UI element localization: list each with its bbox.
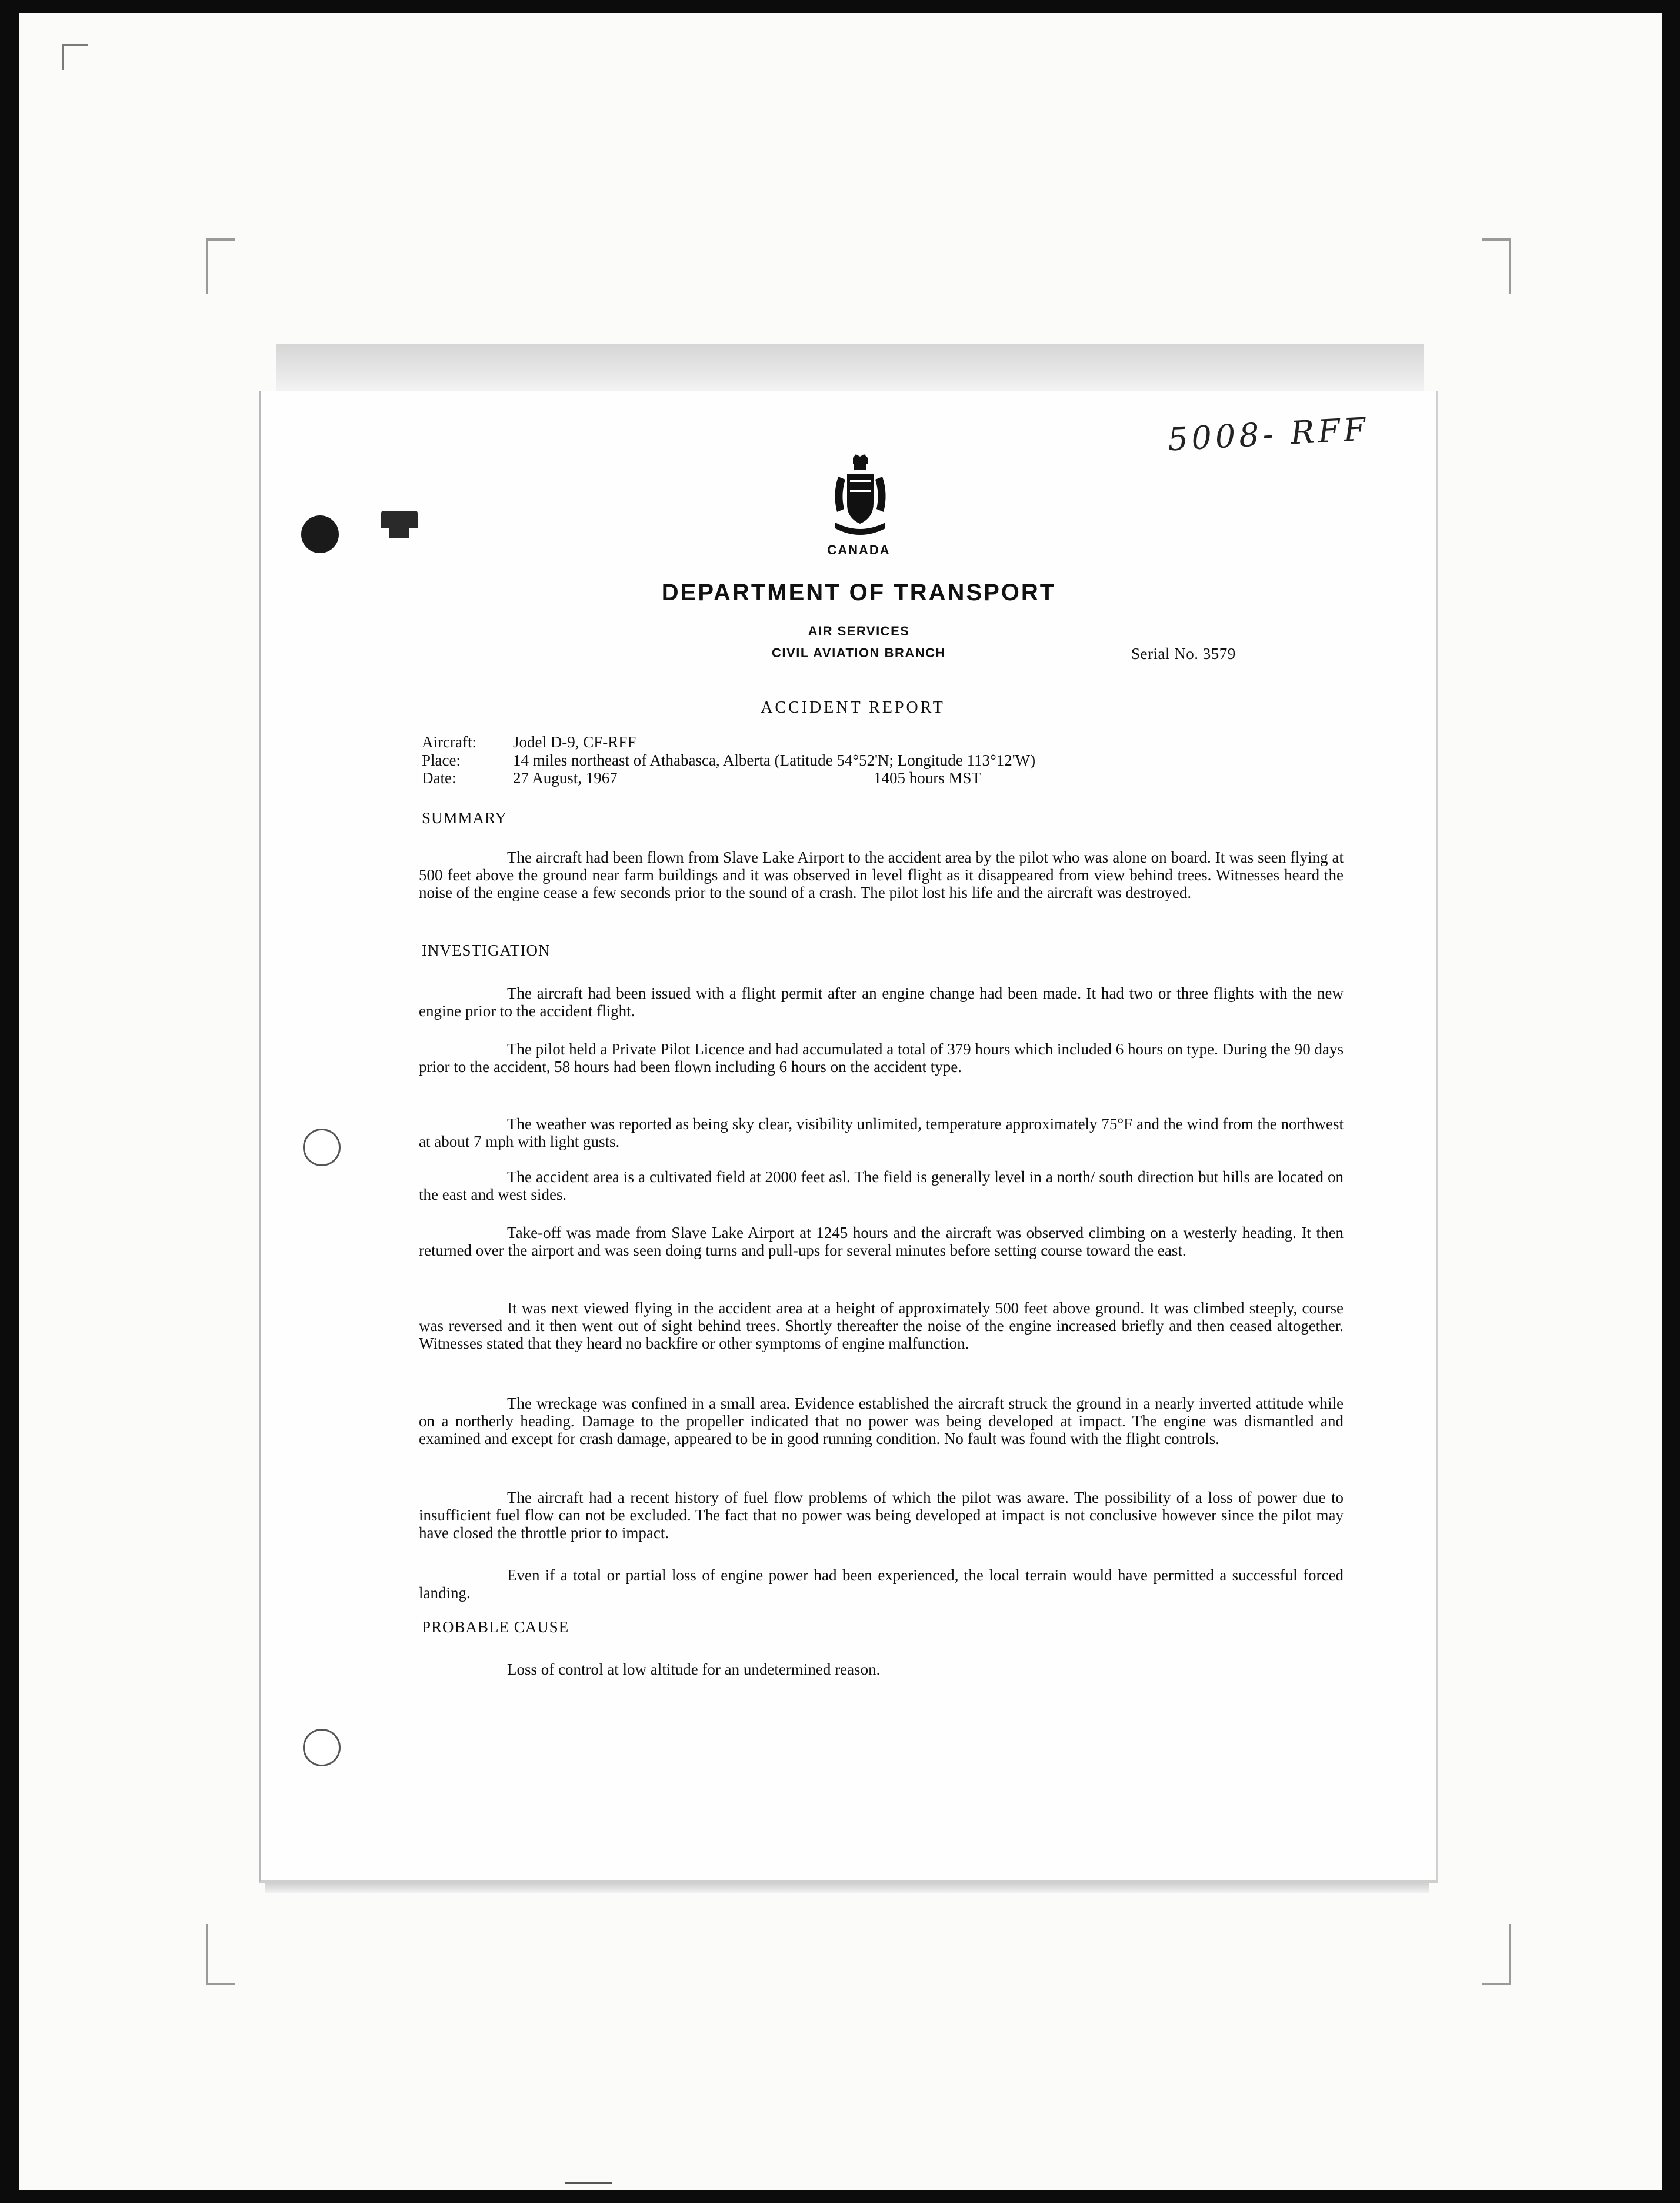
date-value: 27 August, 1967 (513, 769, 618, 787)
document-back-shadow (276, 344, 1424, 397)
serial-number: Serial No. 3579 (1131, 645, 1236, 663)
corner-mark-top-right (1482, 238, 1511, 294)
section-heading-investigation: INVESTIGATION (422, 941, 551, 959)
punch-hole-top (301, 515, 339, 553)
date-label: Date: (422, 769, 456, 787)
place-value: 14 miles northeast of Athabasca, Alberta (Latitude 54°52'N; Longitude 113°12'W) (513, 751, 1036, 769)
section-heading-probable-cause: PROBABLE CAUSE (422, 1618, 569, 1636)
document-bottom-shadow (265, 1883, 1429, 1893)
punch-hole-middle (303, 1129, 341, 1166)
aircraft-label: Aircraft: (422, 733, 476, 751)
country-label: CANADA (827, 543, 891, 557)
handwritten-reference: 5008- RFF (1166, 410, 1370, 458)
time-value: 1405 hours MST (874, 769, 982, 787)
investigation-paragraph-2: The pilot held a Private Pilot Licence and had accumulated a total of 379 hours which included 6 hours on type. During the 90 days prior to the accident, 58 hours had been flown including 6 hours on the accident type. (419, 1040, 1344, 1076)
probable-cause-paragraph: Loss of control at low altitude for an undetermined reason. (507, 1660, 881, 1678)
punch-hole-bottom (303, 1729, 341, 1766)
report-title: ACCIDENT REPORT (761, 698, 945, 717)
meta-date (422, 769, 618, 787)
investigation-paragraph-1: The aircraft had been issued with a flight permit after an engine change had been made. It had two or three flights with the new engine prior to the accident flight. (419, 984, 1344, 1020)
aircraft-value: Jodel D-9, CF-RFF (513, 733, 636, 751)
coat-of-arms-icon (826, 453, 894, 541)
summary-paragraph: The aircraft had been flown from Slave Lake Airport to the accident area by the pilot who was alone on board. It was seen flying at 500 feet above the ground near farm buildings and it was observed in level flight as it disappeared from view behind trees. Witnesses heard the noise of the engine cease a few seconds prior to the sound of a crash. The pilot lost his life and the aircraft was destroyed. (419, 848, 1344, 901)
meta-place (422, 751, 1035, 770)
meta-aircraft (422, 733, 636, 751)
investigation-paragraph-4: The accident area is a cultivated field at 2000 feet asl. The field is generally level in a north/ south direction but hills are located on the east and west sides. (419, 1168, 1344, 1203)
investigation-paragraph-5: Take-off was made from Slave Lake Airport at 1245 hours and the aircraft was observed climbing on a westerly heading. It then returned over the airport and was seen doing turns and pull-ups for several minutes before setting course toward the east. (419, 1224, 1344, 1259)
branch-label: CIVIL AVIATION BRANCH (772, 645, 946, 660)
department-title: DEPARTMENT OF TRANSPORT (661, 580, 1056, 605)
investigation-paragraph-7: The wreckage was confined in a small area. Evidence established the aircraft struck the ground in a nearly inverted attitude while on a northerly heading. Damage to the propeller indicated that no power was being developed at impact. The engine was dismantled and examined and except for crash damage, appeared to be in good running condition. No fault was found with the flight controls. (419, 1395, 1344, 1447)
corner-mark-top-left (206, 238, 235, 294)
binder-clip (381, 511, 418, 528)
place-label: Place: (422, 751, 461, 769)
investigation-paragraph-3: The weather was reported as being sky clear, visibility unlimited, temperature approximately 75°F and the wind from the northwest at about 7 mph with light gusts. (419, 1115, 1344, 1150)
investigation-paragraph-6: It was next viewed flying in the accident area at a height of approximately 500 feet above ground. It was climbed steeply, course was reversed and it then went out of sight behind trees. Shortly thereafter the noise of the engine increased briefly and then ceased altogether. Witnesses stated that they heard no backfire or other symptoms of engine malfunction. (419, 1299, 1344, 1352)
corner-mark-outer (62, 44, 88, 70)
division-label: AIR SERVICES (808, 624, 910, 638)
scan-edge-mark (565, 2182, 612, 2184)
investigation-paragraph-8: The aircraft had a recent history of fuel flow problems of which the pilot was aware. The possibility of a loss of power due to insufficient fuel flow can not be excluded. The fact that no power was being developed at impact is not conclusive however since the pilot may have closed the throttle prior to impact. (419, 1489, 1344, 1542)
section-heading-summary: SUMMARY (422, 809, 508, 827)
corner-mark-bottom-left (206, 1924, 235, 1985)
investigation-paragraph-9: Even if a total or partial loss of engine power had been experienced, the local terrain would have permitted a successful forced landing. (419, 1566, 1344, 1602)
corner-mark-bottom-right (1482, 1924, 1511, 1985)
